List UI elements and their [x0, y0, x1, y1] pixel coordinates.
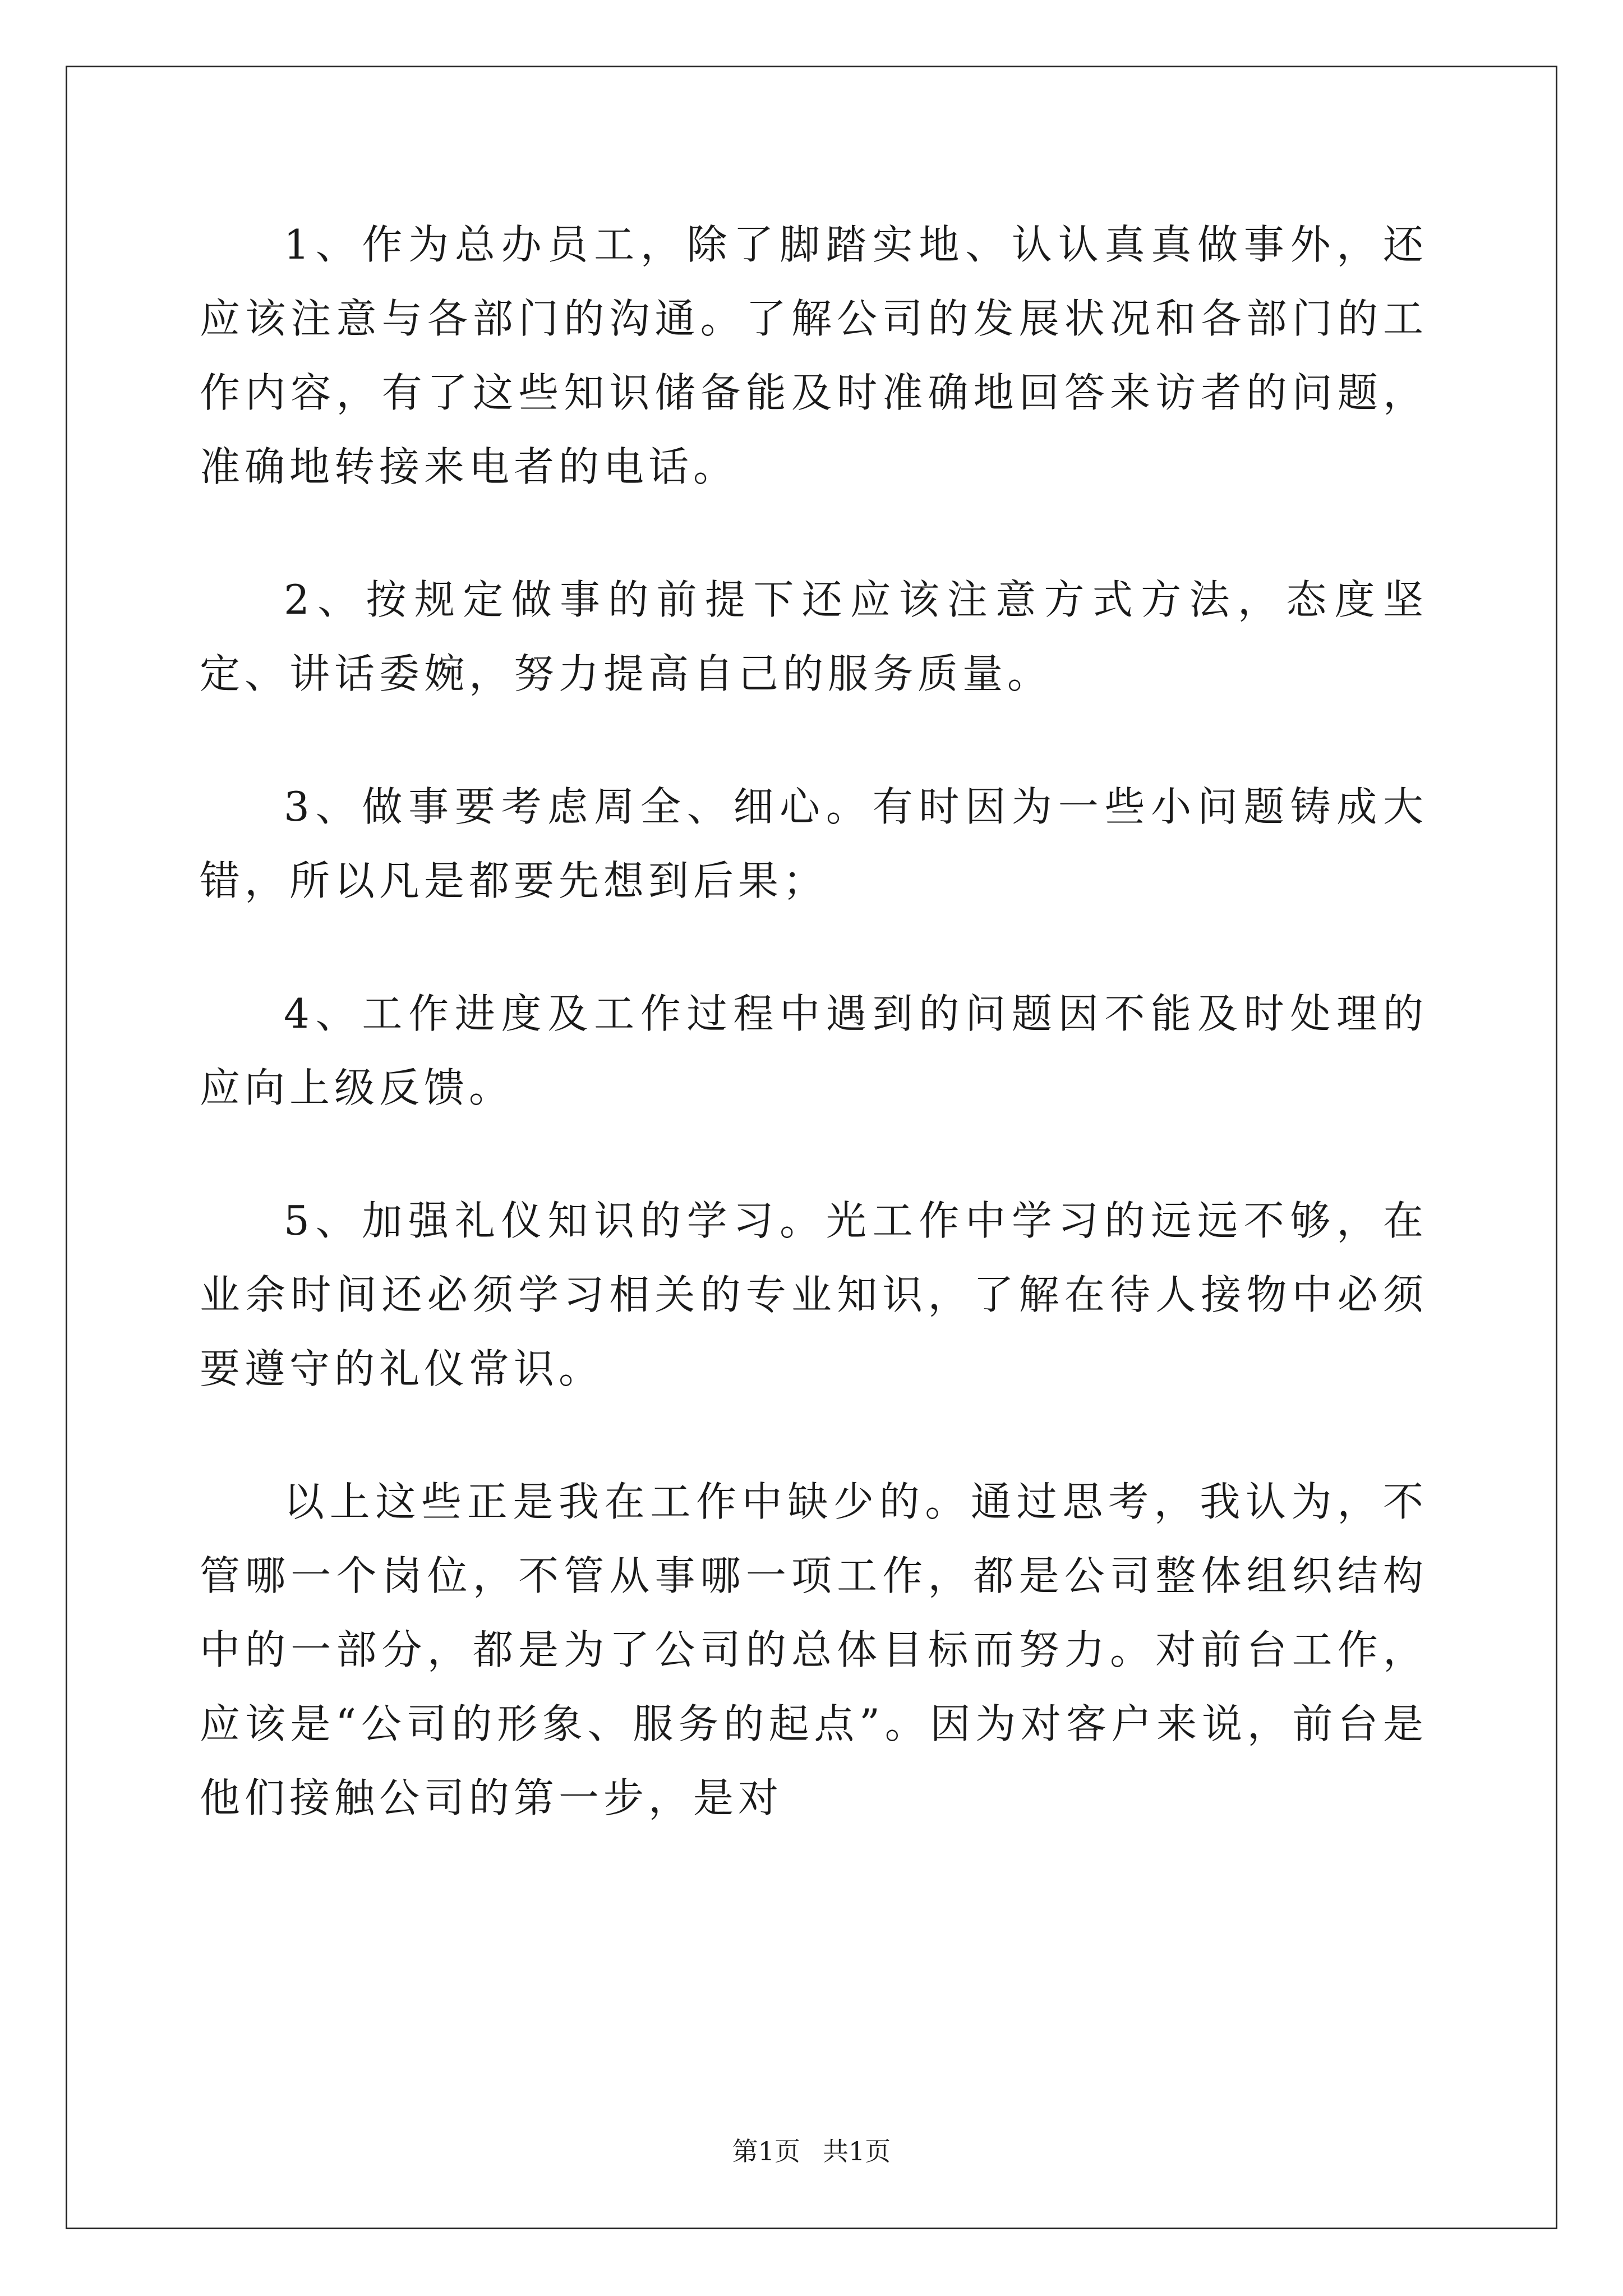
paragraph-3: 3、做事要考虑周全、细心。有时因为一些小问题铸成大错，所以凡是都要先想到后果； — [200, 783, 1428, 904]
page-total: 共1页 — [823, 2136, 891, 2166]
page-number: 第1页 — [732, 2136, 800, 2166]
page-footer — [0, 2134, 1623, 2168]
paragraph-4: 4、工作进度及工作过程中遇到的问题因不能及时处理的应向上级反馈。 — [200, 990, 1428, 1111]
paragraph-1: 1、作为总办员工，除了脚踏实地、认认真真做事外，还应该注意与各部门的沟通。了解公司的发展状况和各部门的工作内容，有了这些知识储备能及时准确地回答来访者的问题，准确地转接来电者的电话。 — [200, 221, 1428, 490]
paragraph-6: 以上这些正是我在工作中缺少的。通过思考，我认为，不管哪一个岗位，不管从事哪一项工作，都是公司整体组织结构中的一部分，都是为了公司的总体目标而努力。对前台工作，应该是“公司的形象、服务的起点”。因为对客户来说，前台是他们接触公司的第一步，是对 — [200, 1478, 1428, 1821]
paragraph-5: 5、加强礼仪知识的学习。光工作中学习的远远不够，在业余时间还必须学习相关的专业知识，了解在待人接物中必须要遵守的礼仪常识。 — [200, 1197, 1428, 1392]
paragraph-2: 2、按规定做事的前提下还应该注意方式方法，态度坚定、讲话委婉，努力提高自己的服务质量。 — [200, 576, 1428, 697]
document-body — [200, 208, 1428, 1835]
